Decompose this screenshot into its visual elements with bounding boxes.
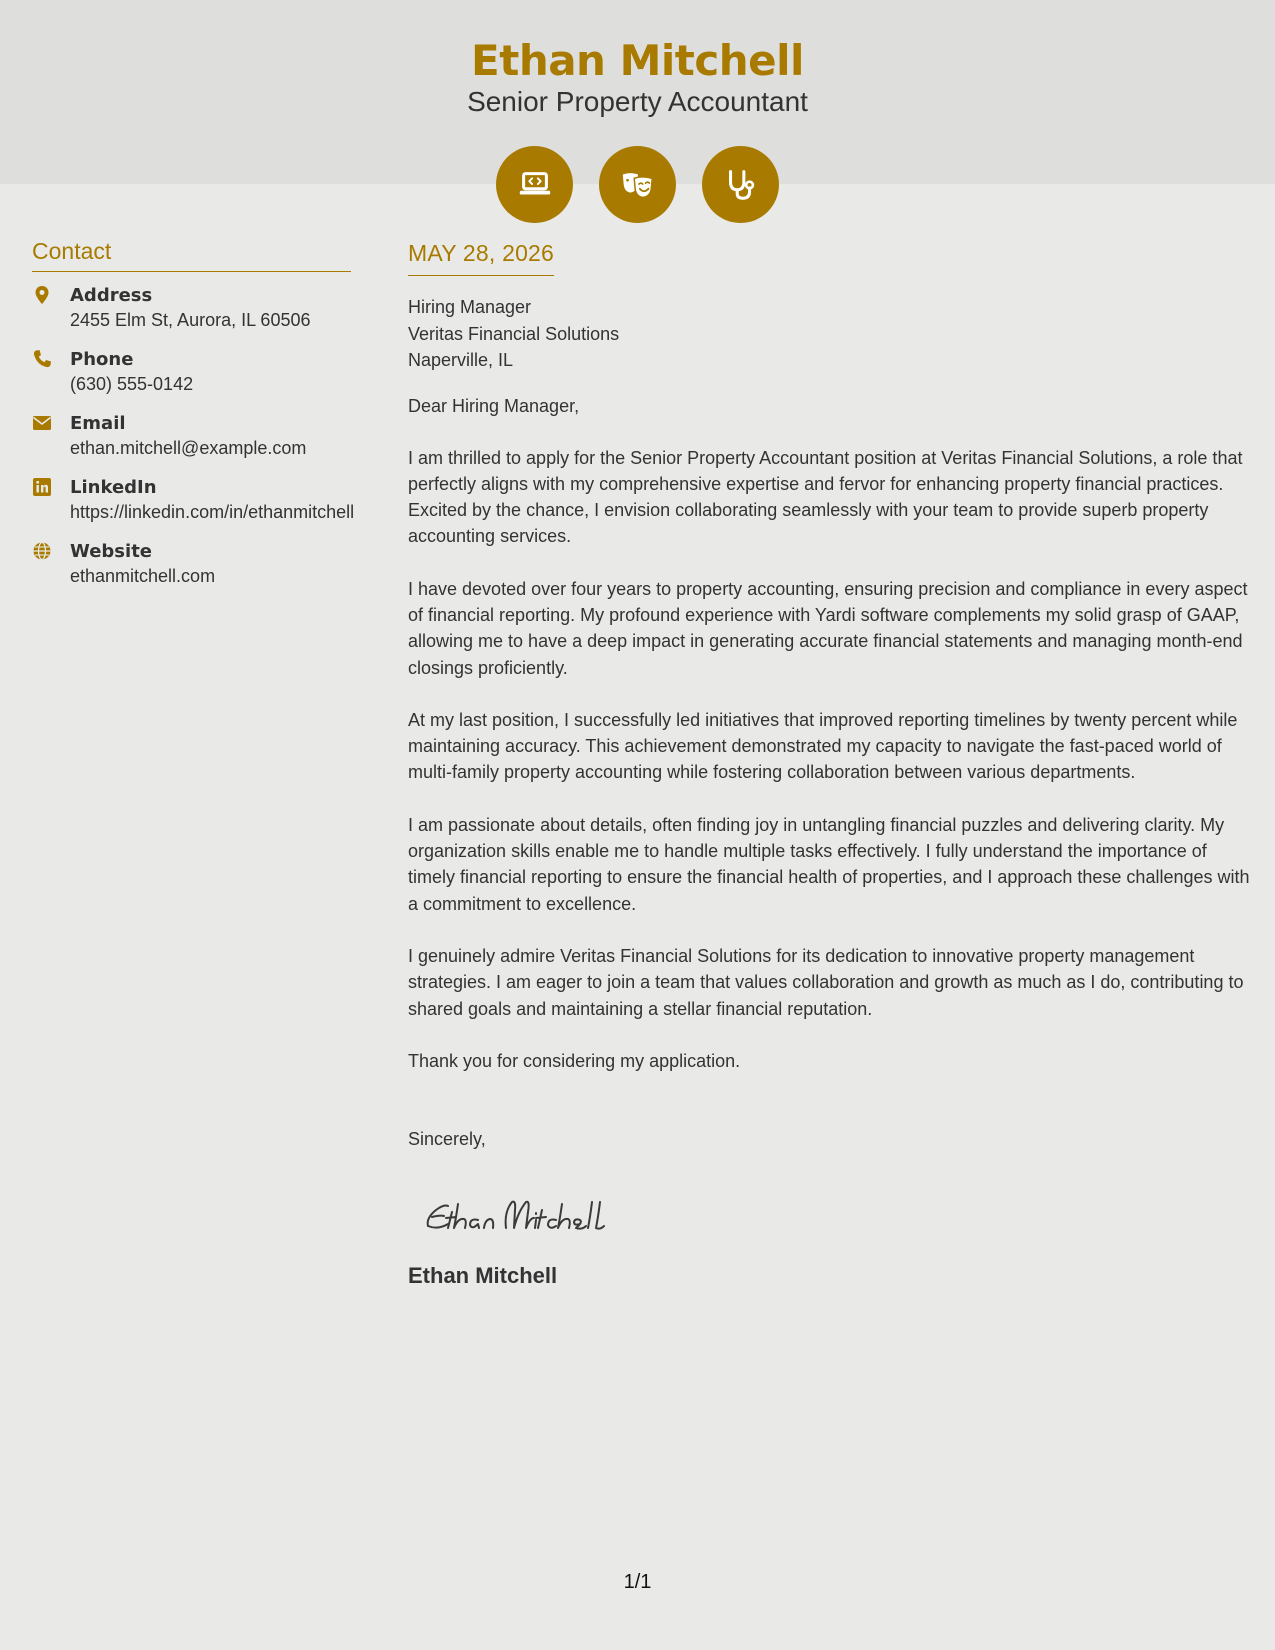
header-icons <box>496 146 779 223</box>
phone-value[interactable]: (630) 555-0142 <box>70 374 194 394</box>
page-number: 1/1 <box>623 1571 652 1593</box>
handwritten-signature <box>422 1188 662 1238</box>
location-pin-icon <box>32 284 70 310</box>
contact-label: Phone <box>70 349 134 370</box>
contact-label: Email <box>70 413 126 434</box>
website-value[interactable]: ethanmitchell.com <box>70 566 216 586</box>
letter-paragraph: I am passionate about details, often finding joy in untangling financial puzzles and delivering clarity. My organization skills enable me to handle multiple tasks effectively. I fully understand the importance of timely financial reporting to ensure the financial health of properties, and I approach these challenges with a commitment to excellence. <box>408 814 1250 914</box>
letter-body <box>408 240 1250 1289</box>
phone-icon <box>32 348 70 374</box>
address-value: 2455 Elm St, Aurora, IL 60506 <box>70 310 311 330</box>
letter-paragraph: I am thrilled to apply for the Senior Property Accountant position at Veritas Financial Solutions, a role that perfectly aligns with my comprehensive expertise and fervor for enhancing property financial practices. Excited by the chance, I envision collaborating seamlessly with your team to provide superb property accounting services. <box>408 447 1243 547</box>
laptop-code-icon <box>496 146 573 223</box>
linkedin-icon <box>32 476 70 502</box>
stethoscope-icon <box>702 146 779 223</box>
envelope-icon <box>32 412 70 438</box>
linkedin-value[interactable]: https://linkedin.com/in/ethanmitchell <box>70 502 355 522</box>
signer-name: Ethan Mitchell <box>408 1263 558 1289</box>
letter-paragraph: I genuinely admire Veritas Financial Solutions for its dedication to innovative property management strategies. I am eager to join a team that values collaboration and growth as much as I do, contributing to shared goals and maintaining a stellar financial reputation. <box>408 945 1244 1019</box>
contact-heading: Contact <box>32 238 351 272</box>
contact-label: Website <box>70 541 153 562</box>
recipient-line: Hiring Manager <box>408 297 532 317</box>
applicant-name: Ethan Mitchell <box>471 36 804 85</box>
contact-website <box>32 540 357 589</box>
letter-paragraph: Thank you for considering my application. <box>408 1050 741 1071</box>
recipient-line: Veritas Financial Solutions <box>408 323 620 344</box>
letter-date: MAY 28, 2026 <box>408 240 554 276</box>
letter-paragraph: At my last position, I successfully led initiatives that improved reporting timelines by twenty percent while maintaining accuracy. This achievement demonstrated my capacity to navigate the fast-paced world of multi-family property accounting while fostering collaboration between various departments. <box>408 709 1238 783</box>
contact-address <box>32 284 357 333</box>
contact-label: LinkedIn <box>70 477 157 498</box>
salutation: Dear Hiring Manager, <box>408 395 580 416</box>
recipient-line: Naperville, IL <box>408 350 514 370</box>
contact-label: Address <box>70 285 153 306</box>
contact-phone <box>32 348 357 397</box>
globe-icon <box>32 540 70 566</box>
recipient-block <box>408 294 1250 374</box>
masks-theater-icon <box>599 146 676 223</box>
contact-email <box>32 412 357 461</box>
contact-list <box>32 284 357 604</box>
closing: Sincerely, <box>408 1129 486 1150</box>
contact-linkedin <box>32 476 357 525</box>
email-value[interactable]: ethan.mitchell@example.com <box>70 438 307 458</box>
applicant-title: Senior Property Accountant <box>467 86 808 117</box>
letter-paragraph: I have devoted over four years to property accounting, ensuring precision and compliance in every aspect of financial reporting. My profound experience with Yardi software complements my solid grasp of GAAP, allowing me to have a deep impact in generating accurate financial statements and managing month-end closings proficiently. <box>408 578 1248 678</box>
